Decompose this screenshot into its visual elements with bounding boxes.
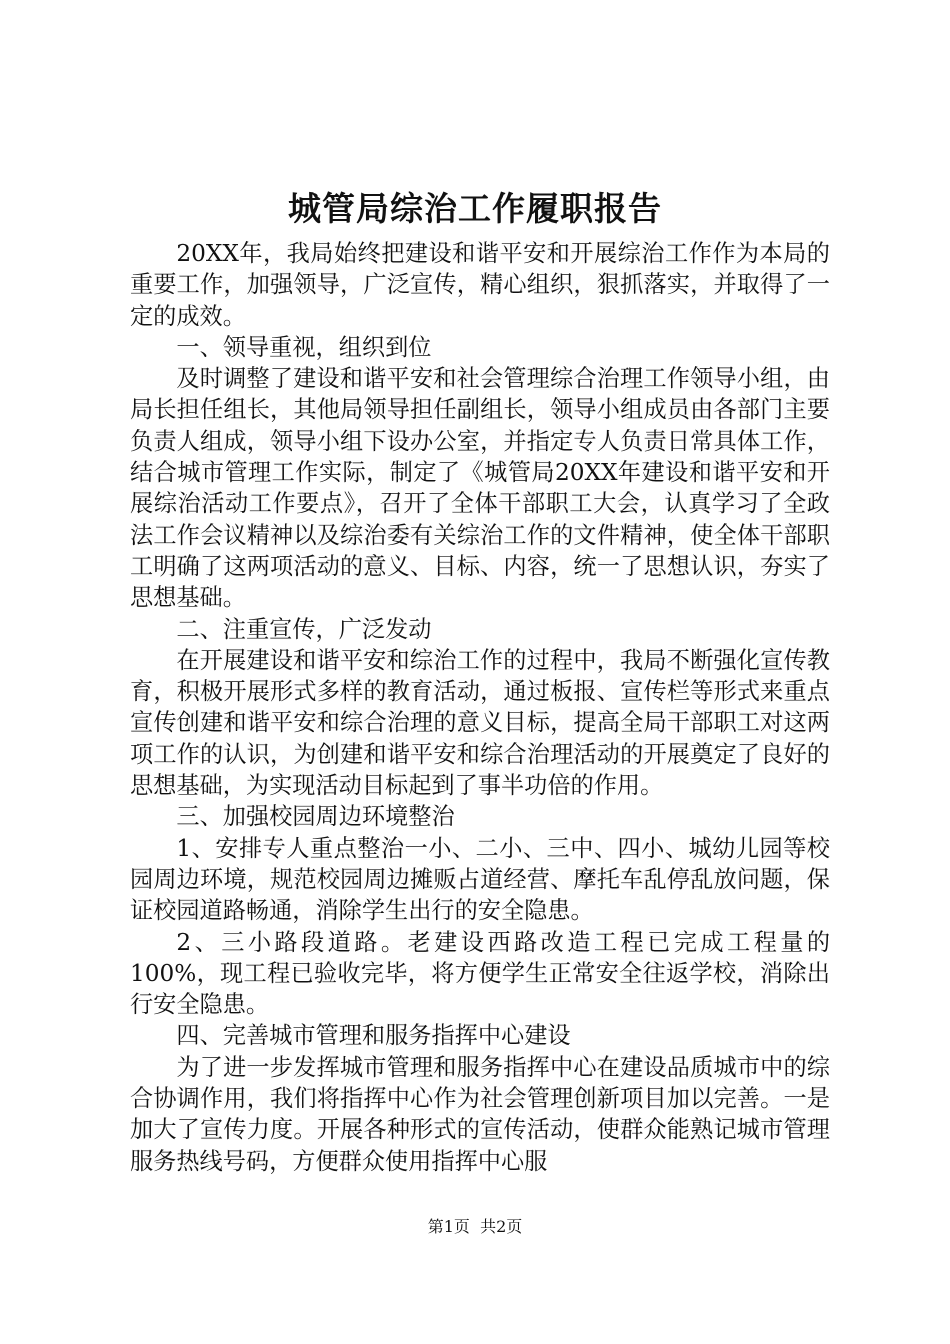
page-title: 城管局综治工作履职报告 (288, 189, 662, 228)
section-heading-4: 四、完善城市管理和服务指挥中心建设 (176, 1022, 571, 1050)
section-2-paragraph: 在开展建设和谐平安和综治工作的过程中，我局不断强化宣传教育，积极开展形式多样的教育活动，通过板报、宣传栏等形式来重点宣传创建和谐平安和综合治理的意义目标，提高全局干部职工对这两项工作的认识，为创建和谐平安和综合治理活动的开展奠定了良好的思想基础，为实现活动目标起到了事半功倍的作用。 (130, 646, 830, 800)
section-3-item-2: 2、三小路段道路。老建设西路改造工程已完成工程量的100%，现工程已验收完毕，将方便学生正常安全往返学校，消除出行安全隐患。 (130, 928, 830, 1019)
page-footer (0, 1216, 950, 1238)
section-4-paragraph: 为了进一步发挥城市管理和服务指挥中心在建设品质城市中的综合协调作用，我们将指挥中心作为社会管理创新项目加以完善。一是加大了宣传力度。开展各种形式的宣传活动，使群众能熟记城市管理服务热线号码，方便群众使用指挥中心服 (130, 1053, 830, 1175)
section-heading-2: 二、注重宣传，广泛发动 (176, 615, 432, 643)
intro-paragraph: 20XX年，我局始终把建设和谐平安和开展综治工作作为本局的重要工作，加强领导，广泛宣传，精心组织，狠抓落实，并取得了一定的成效。 (130, 240, 830, 330)
document-body (130, 238, 830, 1177)
section-3-item-1: 1、安排专人重点整治一小、二小、三中、四小、城幼儿园等校园周边环境，规范校园周边摊贩占道经营、摩托车乱停乱放问题，保证校园道路畅通，消除学生出行的安全隐患。 (130, 834, 830, 925)
section-1-paragraph: 及时调整了建设和谐平安和社会管理综合治理工作领导小组，由局长担任组长，其他局领导担任副组长，领导小组成员由各部门主要负责人组成，领导小组下设办公室，并指定专人负责日常具体工作，结合城市管理工作实际，制定了《城管局20XX年建设和谐平安和开展综治活动工作要点》，召开了全体干部职工大会，认真学习了全政法工作会议精神以及综治委有关综治工作的文件精神，使全体干部职工明确了这两项活动的意义、目标、内容，统一了思想认识，夯实了思想基础。 (130, 365, 830, 612)
section-heading-3: 三、加强校园周边环境整治 (176, 803, 455, 831)
page-number-label: 第1页 共2页 (427, 1217, 523, 1236)
section-heading-1: 一、领导重视，组织到位 (176, 333, 432, 361)
